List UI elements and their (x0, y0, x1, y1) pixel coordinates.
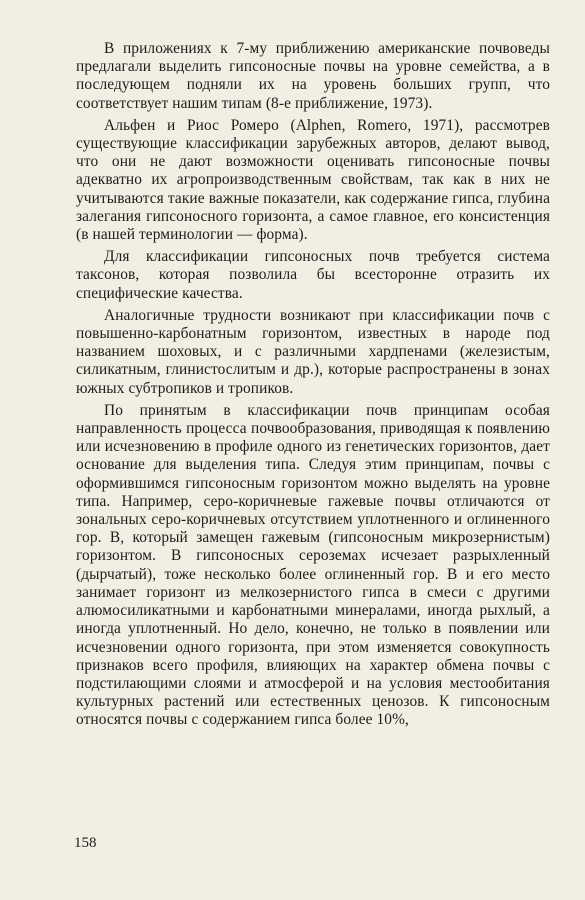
paragraph-1: В приложениях к 7-му приближению американские почвоведы предлагали выделить гипсоносные почвы на уровне семейства, а в последующем подняли их на уровень больших групп, что соответствует нашим типам (8-е приближение, 1973). (76, 40, 550, 112)
paragraph-4: Аналогичные трудности возникают при классификации почв с повышенно-карбонатным горизонтом, известных в народе под названием шоховых, и с различными хардпенами (железистым, силикатным, глинистослитым и др.), которые распространены в зонах южных субтропиков и тропиков. (76, 306, 550, 397)
paragraph-5: По принятым в классификации почв принципам особая направленность процесса почвообразования, приводящая к появлению или исчезновению в профиле одного из генетических горизонтов, дает основание для выделения типа. Следуя этим принципам, почвы с оформившимся гипсоносным горизонтом можно выделять на уровне типа. Например, серо-коричневые гажевые почвы отличаются от зональных серо-коричневых отсутствием уплотненного и оглиненного гор. B, который замещен гажевым (гипсоносным микрозернистым) горизонтом. В гипсоносных сероземах исчезает разрыхленный (дырчатый), тоже несколько более оглиненный гор. B и его место занимает горизонт из мелкозернистого гипса в смеси с другими алюмосиликатными и карбонатными минералами, иногда рыхлый, а иногда уплотненный. Но дело, конечно, не только в появлении или исчезновении одного горизонта, при этом изменяется совокупность признаков всего профиля, влияющих на характер обмена почвы с подстилающими слоями и атмосферой и на условия местообитания культурных растений или естественных ценозов. К гипсоносным относятся почвы с содержанием гипса более 10%, (76, 401, 550, 729)
page-body (76, 40, 550, 734)
paragraph-2: Альфен и Риос Ромеро (Alphen, Romero, 1971), рассмотрев существующие классификации зарубежных авторов, делают вывод, что они не дают возможности оценивать гипсоносные почвы адекватно их агропроизводственным свойствам, так как в них не учитываются такие важные показатели, как содержание гипса, глубина залегания гипсоносного горизонта, а самое главное, его консистенция (в нашей терминологии — форма). (76, 116, 550, 244)
paragraph-3: Для классификации гипсоносных почв требуется система таксонов, которая позволила бы всесторонне отразить их специфические качества. (76, 248, 550, 302)
page-number: 158 (74, 835, 97, 851)
